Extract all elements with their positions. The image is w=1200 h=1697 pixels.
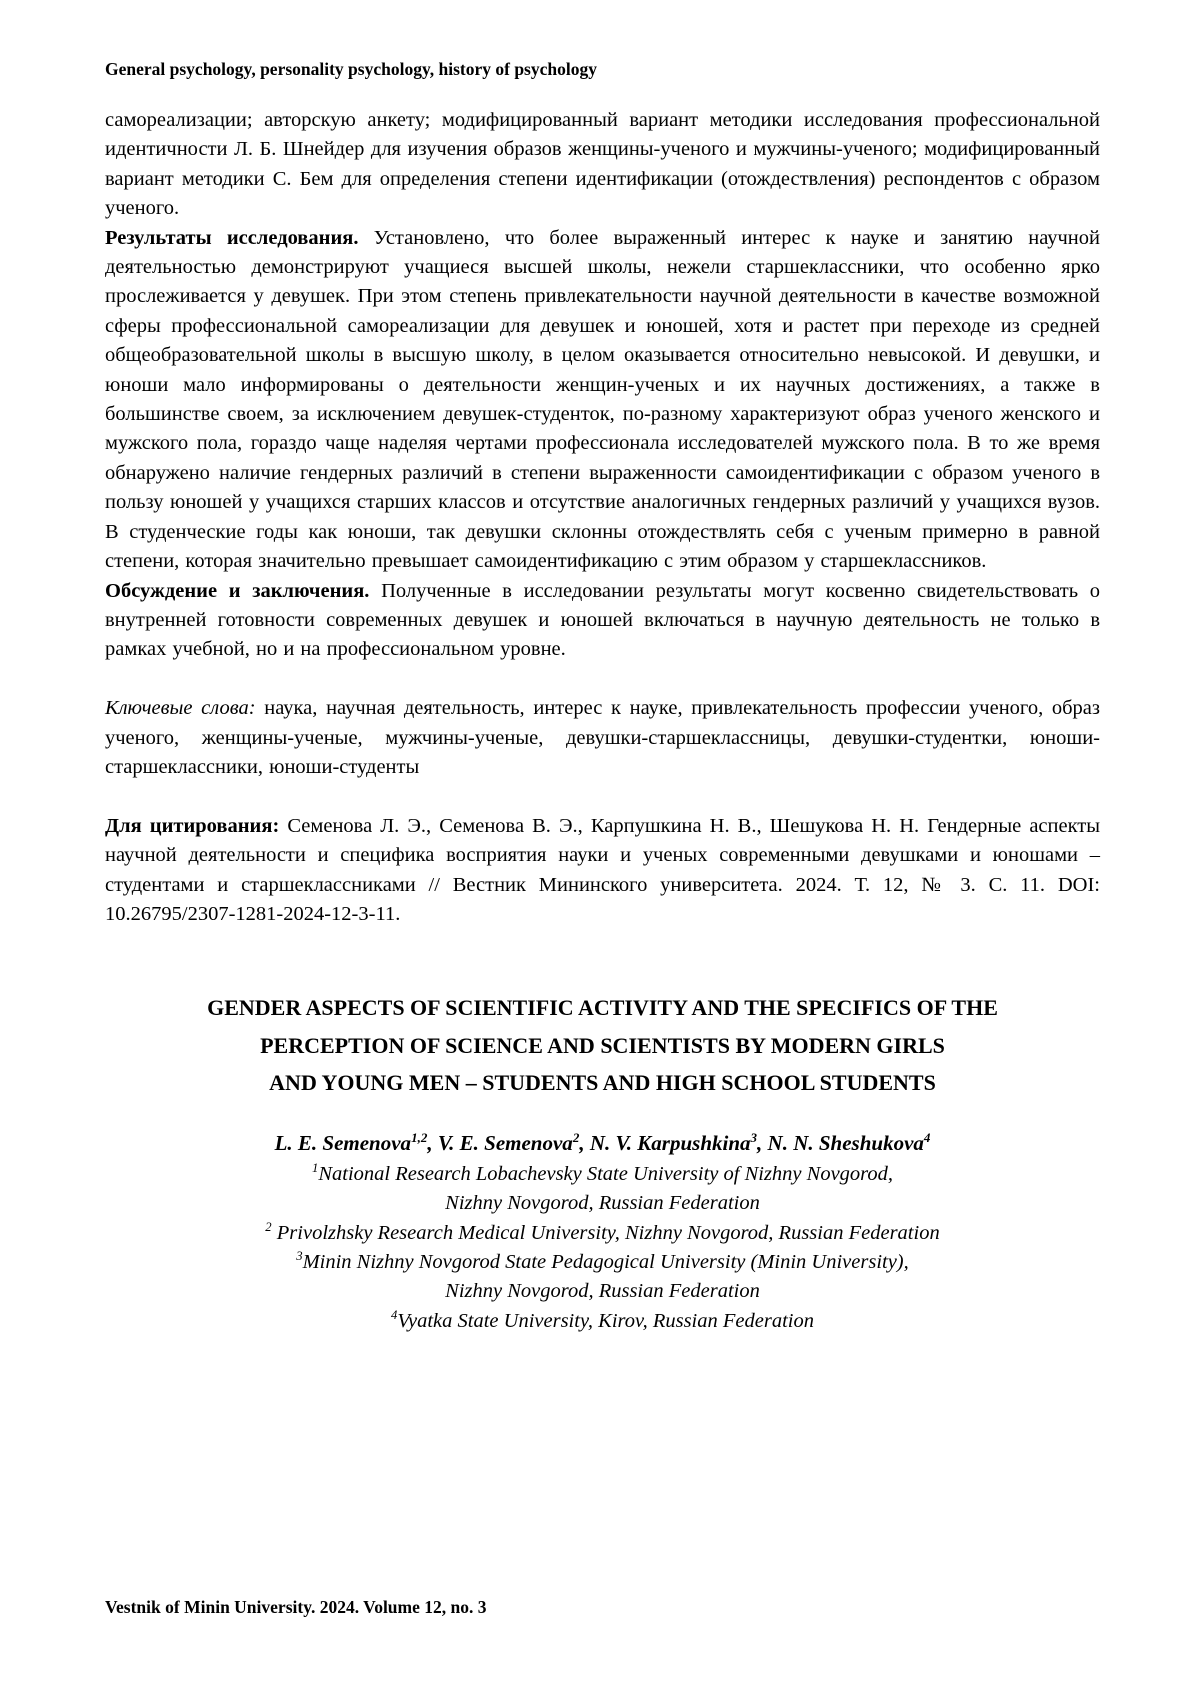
author-affiliation-superscript: 3 [750, 1129, 758, 1145]
page-content [105, 106, 1100, 1336]
author-affiliation-superscript: 2 [572, 1129, 580, 1145]
authors-line: L. E. Semenova$^{1,2}$, V. E. Semenova$^2$, N. V. Karpushkina$^3$, N. N. Sheshukova$^4$ [274, 1129, 931, 1155]
keywords-paragraph [105, 694, 1100, 782]
keywords-text: наука, научная деятельность, интерес к науке, привлекательность профессии ученого, образ ученого, женщины-ученые, мужчины-ученые, девушки-старшеклассницы, девушки-студентки, юноши-старшеклассники, юноши-студенты [105, 697, 1101, 778]
author-name: N. N. Sheshukova$^4$ [767, 1129, 931, 1155]
author-affiliation-superscript: 4 [923, 1129, 931, 1145]
affiliation-number-superscript: 3 [296, 1249, 303, 1264]
affiliation-line: $^3$Minin Nizhny Novgorod State Pedagogical University (Minin University), [296, 1249, 909, 1274]
affiliations-block [105, 1160, 1100, 1336]
blank-line [105, 665, 1100, 694]
author-affiliation-superscript: 1,2 [411, 1129, 428, 1145]
citation-label: Для цитирования: [105, 814, 280, 837]
abstract-methods-continuation-paragraph: самореализации; авторскую анкету; модифицированный вариант методики исследования профессиональной идентичности Л. Б. Шнейдер для изучения образов женщины-ученого и мужчины-ученого; модифицированный вариант методики С. Бем для определения степени идентификации (отождествления) респондентов с образом ученого. [105, 109, 1100, 220]
keywords-label: Ключевые слова: [105, 697, 256, 720]
author-name: L. E. Semenova$^{1,2}$ [274, 1129, 428, 1155]
abstract-discussion-paragraph [105, 577, 1100, 665]
english-title-line-2: PERCEPTION OF SCIENCE AND SCIENTISTS BY MODERN GIRLS [260, 1032, 945, 1058]
affiliation-line: $^1$National Research Lobachevsky State University of Nizhny Novgorod, [311, 1161, 894, 1185]
affiliation-line: Nizhny Novgorod, Russian Federation [445, 1280, 760, 1303]
author-name: N. V. Karpushkina$^3$ [589, 1129, 758, 1155]
affiliation-line: Nizhny Novgorod, Russian Federation [445, 1192, 760, 1215]
affiliation-line: $^4$Vyatka State University, Kirov, Russian Federation [391, 1308, 814, 1332]
citation-paragraph [105, 812, 1100, 930]
results-section-text: Установлено, что более выраженный интерес к науке и занятию научной деятельностью демонстрируют учащиеся высшей школы, нежели старшеклассники, что особенно ярко прослеживается у девушек. При этом степень привлекательности научной деятельности в качестве возможной сферы профессиональной самореализации для девушек и юношей, хотя и растет при переходе из средней общеобразовательной школы в высшую школу, в целом оказывается относительно невысокой. И девушки, и юноши мало информированы о деятельности женщин-ученых и их научных достижениях, а также в большинстве своем, за исключением девушек-студенток, по-разному характеризуют образ ученого женского и мужского пола, гораздо чаще наделяя чертами профессионала исследователей мужского пола. В то же время обнаружено наличие гендерных различий в степени выраженности самоидентификации с образом ученого в пользу юношей у учащихся старших классов и отсутствие аналогичных гендерных различий у учащихся вузов. В студенческие годы как юноши, так девушки склонны отождествлять себя с ученым примерно в равной степени, которая значительно превышает самоидентификацию с этим образом у старшеклассников. [105, 226, 1100, 573]
results-section-label: Результаты исследования. [105, 226, 359, 249]
citation-text: Семенова Л. Э., Семенова В. Э., Карпушкина Н. В., Шешукова Н. Н. Гендерные аспекты научной деятельности и специфика восприятия науки и ученых современными девушками и юношами – студентами и старшеклассниками // Вестник Мининского университета. 2024. Т. 12, № 3. С. 11. DOI: 10.26795/2307-1281-2024-12-3-11. [105, 814, 1101, 925]
english-title-line-3: AND YOUNG MEN – STUDENTS AND HIGH SCHOOL STUDENTS [269, 1070, 936, 1096]
affiliation-number-superscript: 4 [391, 1308, 398, 1323]
discussion-section-label: Обсуждение и заключения. [105, 579, 370, 602]
english-title-line-1: GENDER ASPECTS OF SCIENTIFIC ACTIVITY AND THE SPECIFICS OF THE [207, 995, 998, 1021]
affiliation-number-superscript: 1 [311, 1161, 319, 1176]
affiliation-number-superscript: 2 [265, 1219, 272, 1234]
blank-line [105, 782, 1100, 811]
author-name: V. E. Semenova$^2$ [437, 1129, 580, 1155]
running-head: General psychology, personality psychology, history of psychology [105, 59, 597, 79]
discussion-section-text: Полученные в исследовании результаты могут косвенно свидетельствовать о внутренней готовности современных девушек и юношей включаться в научную деятельность не только в рамках учебной, но и на профессиональном уровне. [105, 579, 1101, 661]
abstract-results-paragraph [105, 224, 1100, 577]
section-gap [105, 929, 1100, 975]
affiliation-line: $^2$ Privolzhsky Research Medical University, Nizhny Novgorod, Russian Federation [265, 1219, 940, 1244]
english-article-title [105, 989, 1100, 1102]
journal-footer: Vestnik of Minin University. 2024. Volume 12, no. 3 [105, 1597, 487, 1617]
